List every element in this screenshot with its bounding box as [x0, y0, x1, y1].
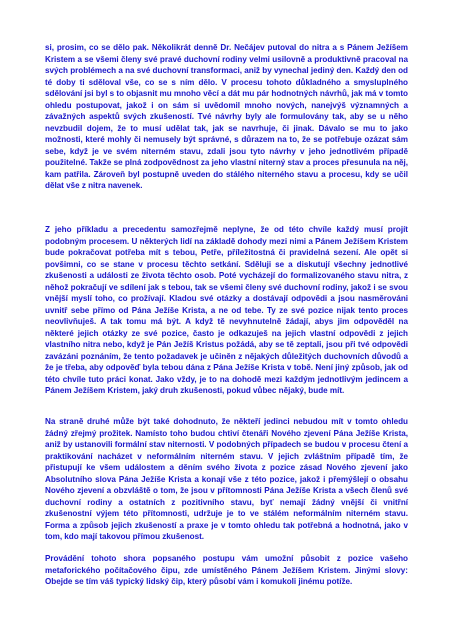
paragraph-2: Z jeho příkladu a precedentu samozřejmě neplyne, že od této chvíle každý musí projít podobným procesem. U některých lidí na základě dohody mezi nimi a Pánem Ježíšem Kristem bude pokračovat potřeba mít s tebou, Petře, příležitostná či pravidelná sezení. Ale opět si povšimni, co se stane v procesu těchto setkání. Sděluji se a diskutují všechny jednotlivé zkušenosti a události ze života těchto osob. Poté vycházejí do formalizovaného stavu nitra, z něhož pokračují ve sdílení jak s tebou, tak se všemi členy své duchovní rodiny, jakož i se svou vnější myslí toho, co prožívají. Kladou své otázky a dostávají odpovědi a jsou nasměrováni uvnitř sebe přímo od Pána Ježíše Krista, a ne od tebe. Ty ze své pozice nijak tento proces neovlivňuješ. A tak tomu má být. A když tě nevyhnutelně žádají, abys jim odpověděl na některé jejich otázky ze své pozice, často je odkazuješ na jejich vlastní odpovědi z jejich vlastního nitra nebo, když je Pán Ježíš Kristus požádá, aby se tě zeptali, jsou při tvé odpovědi zavázáni poznáním, že tento požadavek je učiněn z nějakých důležitých duchovních důvodů a že je třeba, aby odpověď byla tebou dána z Pána Ježíše Krista v tobě. Není jiný způsob, jak od této chvíle tuto práci konat. Jako vždy, je to na dohodě mezi každým jednotlivým jedincem a Pánem Ježíšem Kristem, jaký druh zkušenosti, pokud vůbec nějaký, bude mít.	[45, 225, 408, 395]
paragraph-3: Na straně druhé může být také dohodnuto, že někteří jedinci nebudou mít v tomto ohledu žádný zřejmý prožitek. Namísto toho budou chtiví čtenáři Nového zjevení Pána Ježíše Krista, aniž by ustanovili formální stav niternosti. V podobných případech se budou v procesu čtení a praktikování nacházet v neformálním niterném stavu. V jejich zvláštním případě tím, že přistupují ke všem událostem a děním svého života z pozice zásad Nového zjevení jako Absolutního slova Pána Ježíše Krista a konají vše z této pozice, jakož i přemýšlejí o obsahu Nového zjevení a obzvláště o tom, že jsou v přítomnosti Pána Ježíše Krista a všech členů své duchovní rodiny a ostatních z pozitivního stavu, byť nemají žádný vnější či vnitřní zkušenostní výjem této přítomnosti, udržuje je to ve stálém neformálním niterném stavu. Forma a způsob jejich zkušeností a praxe je v tomto ohledu tak potřebná a hodnotná, jako v tom, kdo mají takovou přímou zkušenost.	[45, 417, 408, 541]
paragraph-4: Provádění tohoto shora popsaného postupu vám umožní působit z pozice vašeho metaforického počítačového čipu, zde umístěného Pánem Ježíšem Kristem. Jinými slovy: Obejde se tím váš typický lidský čip, který působí vám i komukoli jinému potíže.	[45, 554, 408, 586]
paragraph-1: si, prosim, co se dělo pak. Několikrát denně Dr. Nečájev putoval do nitra a s Pánem Ježíšem Kristem a se všemi členy své pravé duchovní rodiny velmi usilovně a produktivně pracoval na svých problémech a na své duchovní transformaci, aniž by vynechal jediný den. Každý den od té doby ti sděloval vše, co se s ním dělo. V procesu tohoto důkladného a smysluplného sdělování jsi byl s to objasnit mu mnoho věcí a dát mu pár hodnotných návrhů, jak má v tomto ohledu postupovat, jakož i on sám si uvědomil mnoho nových, nanejvýš významných a závažných aspektů svých zkušeností. Tvé návrhy byly ale formulovány tak, aby se u něho nevzbudil dojem, že to musí udělat tak, jak se navrhuje, či jinak. Dávalo se mu to jako možnosti, které mohly či nemusely být správné, s důrazem na to, že se potřebuje ozázat sám sebe, když je ve svém niterném stavu, zdali jsou tyto návrhy v jeho jednotlivém případě použitelné. Takže se plná zodpovědnost za jeho vlastní niterný stav a proces přesunula na něj, kam patřila. Zároveň byl postupně uveden do stálého niterného stavu a procesu, kdy se učil dělat vše z nitra navenek.	[45, 43, 408, 190]
